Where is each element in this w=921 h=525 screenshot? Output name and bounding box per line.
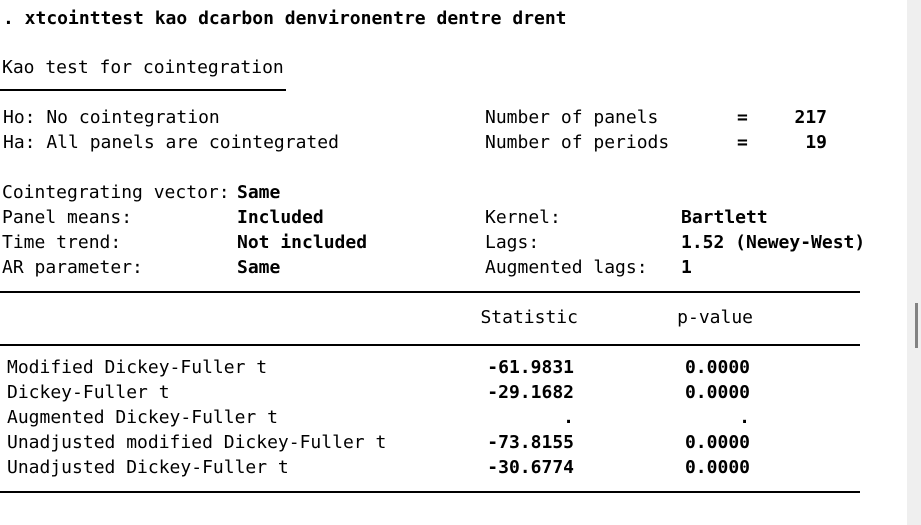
command-text: . xtcointtest kao dcarbon denvironentre dentre drent: [3, 8, 567, 29]
page-title: Kao test for cointegration: [2, 57, 284, 78]
spec-left-label: Cointegrating vector:: [2, 182, 230, 203]
spec-right-value: 1: [681, 257, 692, 278]
periods-count-equals: =: [737, 132, 748, 153]
statistic-value: -29.1682: [487, 382, 574, 403]
table-row: [0, 405, 907, 430]
periods-count-label: Number of periods: [485, 132, 670, 153]
panels-count-equals: =: [737, 107, 748, 128]
table-row: [0, 455, 907, 480]
table-top-rule: [0, 291, 860, 293]
spec-left-value: Not included: [237, 232, 368, 253]
vertical-scrollbar[interactable]: [907, 0, 921, 525]
panels-count-label: Number of panels: [485, 107, 659, 128]
p-value: .: [739, 407, 750, 428]
table-bottom-rule: [0, 491, 860, 493]
p-value: 0.0000: [684, 457, 750, 478]
ha-row: [0, 130, 907, 155]
title-underline: [0, 89, 286, 91]
spec-left-value: Same: [237, 182, 281, 203]
p-value: 0.0000: [684, 357, 750, 378]
alt-hypothesis: Ha: All panels are cointegrated: [3, 132, 339, 153]
spec-left-value: Included: [237, 207, 324, 228]
statistic-column-header: Statistic: [480, 307, 578, 328]
spec-right-label: Augmented lags:: [485, 257, 648, 278]
table-row: [0, 355, 907, 380]
p-value: 0.0000: [684, 432, 750, 453]
test-name: Modified Dickey-Fuller t: [7, 357, 268, 378]
spec-right-value: Bartlett: [681, 207, 768, 228]
scrollbar-thumb[interactable]: [915, 303, 918, 348]
spec-left-value: Same: [237, 257, 281, 278]
null-hypothesis: Ho: No cointegration: [3, 107, 220, 128]
spec-row-time-trend: [0, 230, 907, 255]
p-value-column-header: p-value: [677, 307, 753, 328]
spec-row-panel-means: [0, 205, 907, 230]
spec-left-label: Time trend:: [2, 232, 122, 253]
periods-count-value: 19: [805, 132, 827, 153]
statistic-value: .: [563, 407, 574, 428]
spec-left-label: AR parameter:: [2, 257, 143, 278]
statistic-value: -73.8155: [487, 432, 574, 453]
test-name: Augmented Dickey-Fuller t: [7, 407, 278, 428]
test-name: Unadjusted Dickey-Fuller t: [7, 457, 289, 478]
test-title-row: [0, 55, 907, 80]
p-value: 0.0000: [684, 382, 750, 403]
command-row: [0, 6, 907, 31]
table-row: [0, 430, 907, 455]
h0-row: [0, 105, 907, 130]
statistic-value: -30.6774: [487, 457, 574, 478]
table-header-row: [0, 305, 907, 330]
spec-row-ar-parameter: [0, 255, 907, 280]
table-header-rule: [0, 344, 860, 346]
spec-row-cointegrating-vector: [0, 180, 907, 205]
spec-right-label: Lags:: [485, 232, 540, 253]
spec-left-label: Panel means:: [2, 207, 133, 228]
test-name: Unadjusted modified Dickey-Fuller t: [7, 432, 387, 453]
table-row: [0, 380, 907, 405]
spec-right-label: Kernel:: [485, 207, 561, 228]
spec-right-value: 1.52 (Newey-West): [681, 232, 866, 253]
test-name: Dickey-Fuller t: [7, 382, 170, 403]
panels-count-value: 217: [794, 107, 827, 128]
statistic-value: -61.9831: [487, 357, 574, 378]
